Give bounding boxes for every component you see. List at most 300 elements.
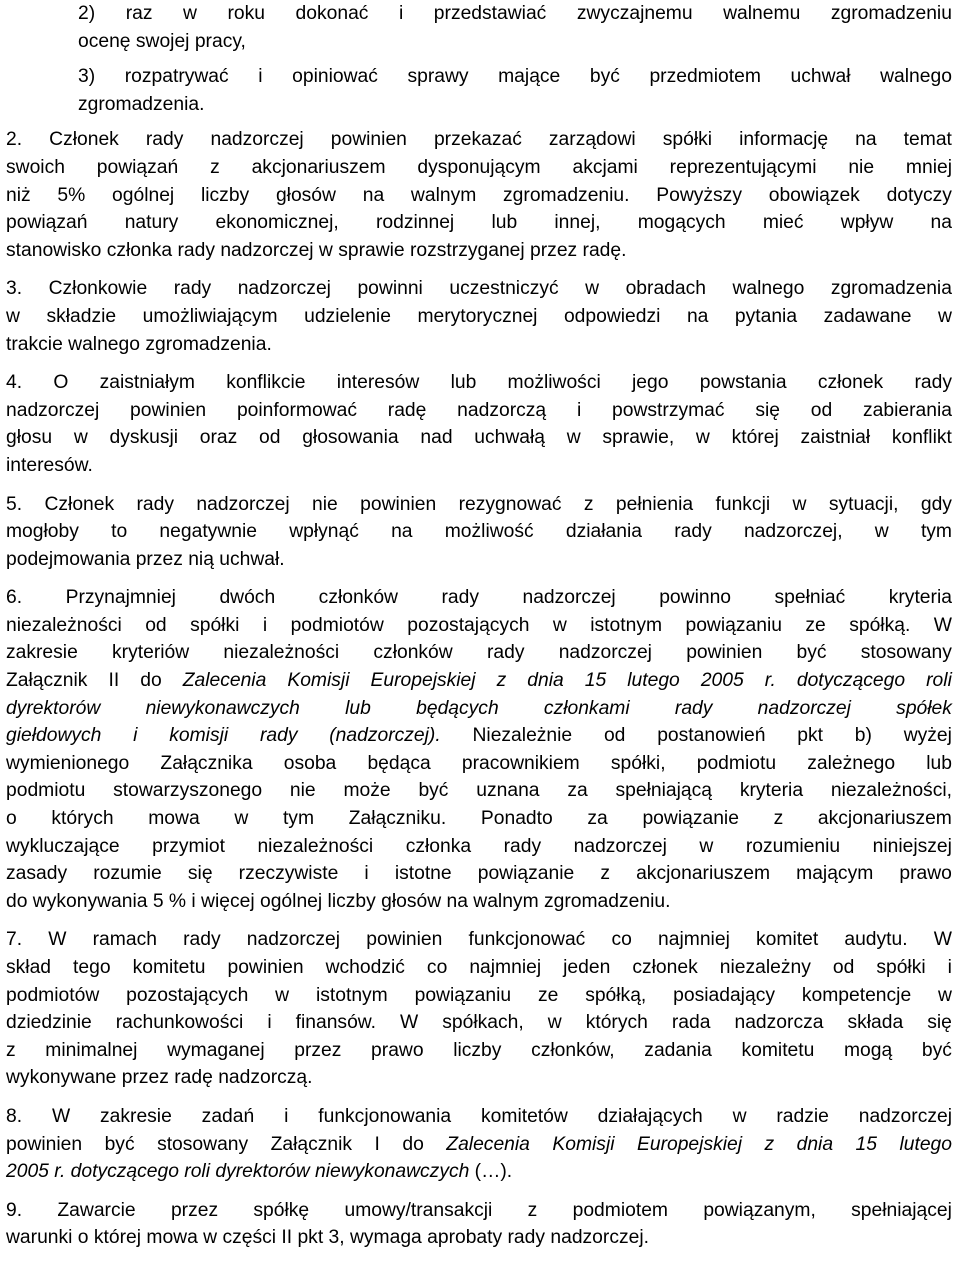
text-line: trakcie walnego zgromadzenia.	[6, 333, 272, 355]
word: w	[552, 614, 567, 636]
word: mające	[498, 66, 561, 88]
word: rady	[503, 835, 542, 857]
word: członka	[405, 835, 472, 857]
word: mogących	[637, 212, 726, 234]
word: uchwał	[790, 66, 851, 88]
word: pozostających	[407, 614, 530, 636]
word: temat	[903, 129, 952, 151]
word: nie	[289, 780, 316, 802]
italic-word: członkami	[543, 697, 630, 719]
word: w	[73, 427, 88, 449]
word: radzie	[776, 1105, 829, 1127]
word: akcjonariuszem	[817, 808, 952, 830]
word: ze	[805, 614, 826, 636]
text-line	[6, 154, 952, 182]
text-line	[6, 369, 952, 397]
word: reprezentującymi	[669, 156, 817, 178]
word: powinni	[357, 278, 423, 300]
word: członek	[817, 372, 884, 394]
word: przedstawiać	[433, 3, 547, 24]
word: niż	[6, 184, 31, 206]
word: do	[140, 670, 162, 692]
word: nad	[420, 427, 453, 449]
word: W	[400, 1012, 419, 1034]
word: akcjami	[572, 156, 638, 178]
word: 5%	[57, 184, 86, 206]
word: przedmiotem	[649, 66, 761, 88]
text-line	[6, 1197, 952, 1225]
word: rozpatrywać	[124, 66, 229, 88]
word: spełniać	[774, 587, 846, 609]
word: w	[792, 493, 807, 515]
word: 3)	[78, 66, 96, 88]
word: jeden	[563, 957, 611, 978]
text-line	[6, 209, 952, 237]
word: wyżej	[903, 725, 952, 747]
word: z	[773, 808, 784, 830]
text-line	[6, 491, 952, 519]
word: co	[611, 929, 632, 951]
text-line	[6, 926, 952, 954]
word: tym	[920, 521, 952, 543]
word: komitet	[756, 929, 819, 951]
word: dokonać	[295, 3, 369, 24]
word: powiązanie	[477, 863, 575, 885]
word: być	[796, 642, 827, 664]
word: wymienionego	[6, 752, 130, 774]
word: i	[262, 614, 268, 636]
word: kryteriów	[112, 642, 190, 664]
word: powstania	[699, 372, 787, 394]
word: nie	[312, 493, 338, 515]
word: stosowany	[157, 1133, 249, 1155]
word: możliwości	[507, 372, 601, 394]
word: powinien	[6, 1133, 83, 1155]
word: jego	[632, 372, 669, 394]
word: spółką.	[849, 614, 911, 636]
text-line: warunki o której mowa w części II pkt 3, wymaga aprobaty rady nadzorczej.	[6, 1227, 649, 1249]
word: dysponującym	[417, 156, 541, 178]
word: w	[732, 1105, 747, 1127]
italic-word: komisji	[169, 725, 229, 747]
word: kompetencje	[801, 984, 912, 1006]
word: głosów	[275, 184, 336, 206]
word: rady	[486, 642, 525, 664]
word: z	[600, 863, 610, 885]
word: spółki,	[610, 752, 666, 774]
text-line: zgromadzenia.	[78, 93, 205, 115]
word: spełniającą	[615, 780, 713, 802]
word: przymiot	[152, 835, 225, 857]
word: powinien	[227, 957, 304, 978]
word: funkcjonować	[468, 929, 586, 951]
word: spółką,	[585, 984, 647, 1006]
word: o	[6, 808, 17, 830]
word: komitetów	[481, 1105, 568, 1127]
word: udzielenie	[304, 305, 391, 327]
italic-word: Zalecenia	[446, 1133, 530, 1155]
word: informację	[739, 129, 829, 151]
word: najmniej	[469, 957, 542, 978]
text-line	[6, 1037, 952, 1065]
word: może	[343, 780, 391, 802]
word: ekonomicznej,	[215, 212, 339, 234]
word: będąca	[367, 752, 431, 774]
word: II	[108, 670, 120, 692]
word: zabierania	[863, 399, 952, 421]
word: dwóch	[219, 587, 276, 609]
word: oraz	[199, 427, 238, 449]
word: niniejszej	[872, 835, 952, 857]
word: tym	[282, 808, 315, 830]
text-line	[6, 584, 952, 612]
word: nadzorczej	[558, 642, 652, 664]
word: 7.	[6, 929, 23, 951]
word: ogólnej	[112, 184, 175, 206]
word: konflikt	[891, 427, 952, 449]
word: rachunkowości	[115, 1012, 244, 1034]
word: zwyczajnemu	[576, 3, 693, 24]
word: odpowiedzi	[563, 305, 661, 327]
word: negatywnie	[159, 521, 257, 543]
italic-word: lutego	[899, 1133, 952, 1155]
word: akcjonariuszem	[636, 863, 771, 885]
italic-word: i	[133, 725, 138, 747]
word: w	[695, 427, 710, 449]
word: opiniować	[292, 66, 378, 88]
word: powinien	[330, 129, 407, 151]
word: dyskusji	[109, 427, 179, 449]
word: rady	[145, 129, 184, 151]
word: rodzinnej	[375, 212, 455, 234]
word: najmniej	[658, 929, 730, 951]
italic-word: Zalecenia	[182, 670, 267, 692]
word: podmiotów	[290, 614, 384, 636]
word: prawo	[899, 863, 952, 885]
word: Powyższy	[656, 184, 742, 206]
word: co	[426, 957, 448, 978]
word: i	[258, 66, 263, 88]
word: w	[234, 808, 249, 830]
italic-word: nadzorczej	[757, 697, 851, 719]
word: umowy/transakcji	[344, 1199, 493, 1221]
word: liczby	[453, 1039, 502, 1061]
word: akcjonariuszem	[251, 156, 386, 178]
word: 2)	[78, 3, 96, 24]
text-italic: 2005 r. dotyczącego roli dyrektorów niewykonawczych	[6, 1161, 470, 1183]
text-line	[6, 750, 952, 778]
word: za	[587, 808, 608, 830]
word: nadzorczej	[6, 399, 100, 421]
word: mogą	[844, 1039, 893, 1061]
word: spółkę	[253, 1199, 310, 1221]
italic-word: dnia	[796, 1133, 834, 1155]
paragraph	[6, 926, 952, 1092]
word: się	[187, 863, 213, 885]
text-line	[6, 1158, 952, 1186]
word: dziedzinie	[6, 1012, 92, 1034]
word: posiadający	[673, 984, 775, 1006]
word: być	[418, 780, 449, 802]
list-item	[6, 63, 952, 118]
word: nadzorczej	[210, 129, 304, 151]
word: swoich	[6, 156, 65, 178]
word: zależnego	[807, 752, 896, 774]
word: w	[547, 1012, 562, 1034]
word: na	[391, 521, 413, 543]
word: od	[810, 399, 833, 421]
word: powiązaniu	[685, 614, 782, 636]
word: członków,	[531, 1039, 615, 1061]
word: powstrzymać	[612, 399, 725, 421]
text-line	[6, 303, 952, 331]
word: I	[374, 1133, 380, 1155]
text-line	[6, 1103, 952, 1131]
word: komitetu	[741, 1039, 815, 1061]
paragraph	[6, 584, 952, 915]
text-line	[6, 860, 952, 888]
word: głosu	[6, 427, 53, 449]
word: W	[933, 929, 952, 951]
word: w	[585, 278, 600, 300]
word: powiązanym,	[703, 1199, 816, 1221]
italic-word: z	[496, 670, 507, 692]
word: Przynajmniej	[65, 587, 176, 609]
word: audytu.	[844, 929, 908, 951]
word: to	[111, 521, 128, 543]
italic-word: lutego	[627, 670, 680, 692]
word: zakresie	[100, 1105, 172, 1127]
paragraph	[6, 126, 952, 264]
word: stosowany	[860, 642, 952, 664]
word: wymaganej	[167, 1039, 265, 1061]
word: od	[603, 725, 626, 747]
word: lub	[450, 372, 477, 394]
word: na	[855, 129, 877, 151]
word: stowarzyszonego	[113, 780, 263, 802]
italic-word: spółek	[896, 697, 952, 719]
text-line	[6, 777, 952, 805]
word: 4.	[6, 372, 23, 394]
word: prawo	[371, 1039, 424, 1061]
paragraph	[6, 1103, 952, 1186]
word: podmiotu	[6, 780, 86, 802]
word: zaistniałym	[99, 372, 195, 394]
word: konflikcie	[226, 372, 306, 394]
word: z	[210, 156, 220, 178]
italic-word: 2005	[700, 670, 744, 692]
text-line	[6, 833, 952, 861]
word: minimalnej	[45, 1039, 138, 1061]
word: istotnym	[315, 984, 388, 1006]
italic-word: Europejskiej	[636, 1133, 743, 1155]
word: zasady	[6, 863, 68, 885]
word: W	[48, 929, 67, 951]
italic-word: niewykonawczych	[145, 697, 300, 719]
text-line: ocenę swojej pracy,	[78, 30, 246, 52]
text-line	[6, 982, 952, 1010]
word: w	[183, 3, 197, 24]
word: poinformować	[236, 399, 357, 421]
italic-word: r.	[764, 670, 776, 692]
word: mniej	[905, 156, 952, 178]
word: powinien	[130, 399, 207, 421]
word: sytuacji,	[828, 493, 899, 515]
word: mowa	[148, 808, 200, 830]
word: Załączniku.	[348, 808, 447, 830]
word: rezygnować	[458, 493, 562, 515]
word: do	[402, 1133, 424, 1155]
word: możliwość	[444, 521, 534, 543]
word: się	[755, 399, 780, 421]
word: powinien	[686, 642, 763, 664]
text-line	[6, 397, 952, 425]
word: wchodzić	[325, 957, 405, 978]
word: i	[947, 957, 952, 978]
word: 2.	[6, 129, 23, 151]
word: obowiązek	[768, 184, 860, 206]
word: być	[104, 1133, 135, 1155]
word: walnemu	[723, 3, 801, 24]
word: merytorycznej	[417, 305, 538, 327]
word: w	[938, 984, 952, 1006]
word: Niezależnie	[472, 725, 573, 747]
word: b)	[854, 725, 872, 747]
word: od	[259, 427, 281, 449]
word: natury	[124, 212, 179, 234]
word: niezależności,	[830, 780, 952, 802]
word: rady	[183, 929, 221, 951]
word: powinien	[360, 493, 437, 515]
text-line: wykonywane przez radę nadzorczą.	[6, 1067, 313, 1089]
italic-word: (nadzorczej).	[329, 725, 441, 747]
word: Załącznika	[160, 752, 253, 774]
word: Członkowie	[48, 278, 148, 300]
word: postanowień	[657, 725, 766, 747]
word: powiązań	[96, 156, 179, 178]
word: i	[364, 863, 369, 885]
paragraph	[6, 1197, 952, 1252]
text-line	[6, 954, 952, 982]
word: 5.	[6, 493, 23, 515]
word: niezależności	[223, 642, 340, 664]
word: których	[585, 1012, 648, 1034]
text-normal: (…).	[469, 1161, 513, 1183]
word: od	[145, 614, 167, 636]
italic-word: roli	[926, 670, 952, 692]
word: której	[731, 427, 779, 449]
word: powinien	[366, 929, 443, 951]
word: lub	[926, 752, 952, 774]
word: i	[576, 399, 582, 421]
word: finansów.	[295, 1012, 377, 1034]
word: spółki	[190, 614, 240, 636]
text-line	[6, 639, 952, 667]
word: rzeczywiste	[238, 863, 339, 885]
italic-word: giełdowych	[6, 725, 102, 747]
word: gdy	[920, 493, 952, 515]
word: z	[6, 1039, 16, 1061]
word: osoba	[283, 752, 337, 774]
word: być	[921, 1039, 952, 1061]
word: nadzorczej	[246, 929, 341, 951]
word: roku	[227, 3, 265, 24]
paragraph	[6, 275, 952, 358]
word: 9.	[6, 1199, 23, 1221]
word: funkcjonowania	[318, 1105, 452, 1127]
word: w	[6, 305, 20, 327]
word: W	[933, 614, 952, 636]
word: tego	[73, 957, 111, 978]
text-line	[6, 1009, 952, 1037]
word: 3.	[6, 278, 23, 300]
word: sprawie,	[602, 427, 675, 449]
text-line	[6, 722, 952, 750]
word: na	[930, 212, 952, 234]
word: spółkach,	[442, 1012, 524, 1034]
text-line	[6, 695, 952, 723]
text-line	[6, 0, 952, 28]
word: przez	[294, 1039, 342, 1061]
italic-word: rady	[259, 725, 298, 747]
word: wpływ	[840, 212, 894, 234]
word: powinno	[659, 587, 732, 609]
paragraph	[6, 491, 952, 574]
word: nadzorczej	[522, 587, 616, 609]
word: uznana	[476, 780, 540, 802]
word: wpłynąć	[289, 521, 359, 543]
text-line	[6, 424, 952, 452]
word: spełniającej	[851, 1199, 952, 1221]
word: ze	[537, 984, 559, 1006]
word: mającym	[796, 863, 874, 885]
word: powiązań	[6, 212, 88, 234]
word: rady	[136, 493, 175, 515]
word: raz	[125, 3, 153, 24]
word: przez	[170, 1199, 219, 1221]
word: rada	[671, 1012, 711, 1034]
word: Członek	[49, 129, 119, 151]
word: innej,	[554, 212, 601, 234]
word: nadzorczej	[196, 493, 290, 515]
word: rady	[173, 278, 212, 300]
word: członków	[373, 642, 453, 664]
word: Członek	[44, 493, 115, 515]
word: nadzorcza	[734, 1012, 824, 1034]
word: istotnym	[590, 614, 663, 636]
italic-word: lub	[345, 697, 371, 719]
word: kryteria	[888, 587, 952, 609]
word: uchwałą	[474, 427, 546, 449]
word: pozostających	[126, 984, 249, 1006]
word: sprawy	[407, 66, 469, 88]
word: pełnienia	[615, 493, 694, 515]
text-line	[6, 1131, 952, 1159]
word: zadawane	[823, 305, 912, 327]
word: zaistniał	[800, 427, 871, 449]
text-line: do wykonywania 5 % i więcej ogólnej liczby głosów na walnym zgromadzeniu.	[6, 890, 671, 912]
word: walnego	[732, 278, 805, 300]
word: dotyczy	[886, 184, 952, 206]
word: spółki	[662, 129, 713, 151]
italic-word: Komisji	[287, 670, 350, 692]
text-line: stanowisko członka rady nadzorczej w sprawie rozstrzyganej przez radę.	[6, 239, 627, 261]
word: zgromadzenia	[830, 278, 952, 300]
text-line	[6, 667, 952, 695]
word: W	[51, 1105, 71, 1127]
word: podmiotów	[6, 984, 100, 1006]
italic-word: dnia	[527, 670, 564, 692]
